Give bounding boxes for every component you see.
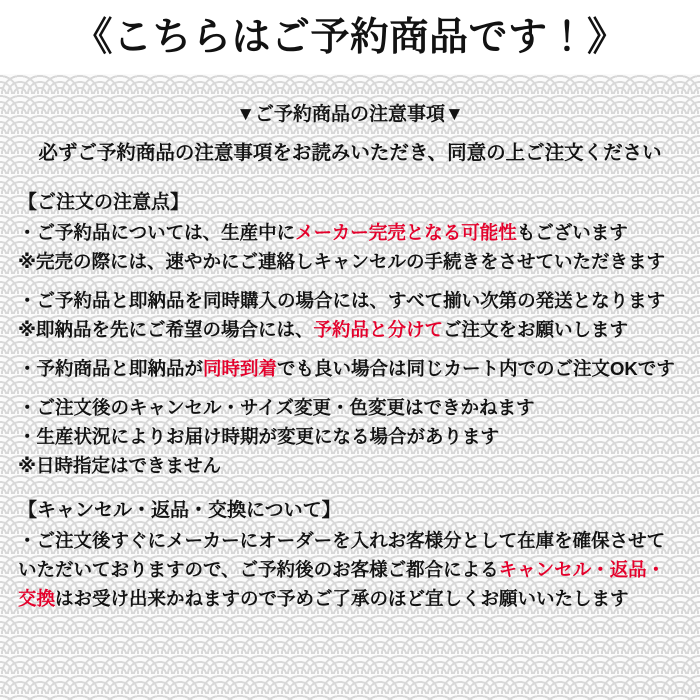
note-text: はお受け出来かねますので予めご了承のほど宜しくお願いいたします <box>55 588 629 609</box>
header-banner <box>0 0 700 74</box>
spacer <box>18 480 682 496</box>
note-text: もございます <box>516 222 628 243</box>
order-note-item <box>18 218 682 247</box>
order-note-item <box>18 286 682 315</box>
order-note-item <box>18 315 682 344</box>
order-note-item <box>18 451 682 480</box>
note-text: ・予約商品と即納品が <box>18 358 204 379</box>
order-note-item <box>18 354 682 383</box>
order-note-item <box>18 393 682 422</box>
note-text: ※日時指定はできません <box>18 455 221 476</box>
note-text: ・ご注文後のキャンセル・サイズ変更・色変更はできかねます <box>18 397 535 418</box>
order-note-item <box>18 247 682 276</box>
note-text: ・生産状況によりお届け時期が変更になる場合があります <box>18 426 500 447</box>
highlighted-text: メーカー完売となる可能性 <box>295 222 517 243</box>
spacer <box>18 168 682 188</box>
spacer <box>18 92 682 102</box>
notice-subheading: 必ずご予約商品の注意事項をお読みいただき、同意の上ご注文ください <box>38 142 662 164</box>
highlighted-text: キャンセル・返品・交換 <box>18 559 666 609</box>
highlighted-text: 同時到着 <box>203 358 278 379</box>
note-text: ※即納品を先にご希望の場合には、 <box>18 319 314 340</box>
notice-heading: ▼ご予約商品の注意事項▼ <box>236 104 464 125</box>
order-notes-title: 【ご注文の注意点】 <box>18 192 190 213</box>
cancel-notes-title: 【キャンセル・返品・交換について】 <box>18 500 341 521</box>
note-text: でも良い場合は同じカート内でのご注文OKです <box>277 358 675 379</box>
order-notes-list <box>18 218 682 480</box>
note-text: ・ご予約品については、生産中に <box>18 222 296 243</box>
spacer <box>18 128 682 138</box>
note-text: ご注文をお願いします <box>443 319 629 340</box>
notice-content <box>0 74 700 700</box>
spacer <box>18 344 682 354</box>
spacer <box>18 276 682 286</box>
note-text: ・ご注文後すぐにメーカーにオーダーを入れお客様分として在庫を確保させていただいておりますので、ご予約後のお客様ご都合による <box>18 530 666 580</box>
order-note-item <box>18 422 682 451</box>
note-text: ・ご予約品と即納品を同時購入の場合には、すべて揃い次第の発送となります <box>18 290 666 311</box>
spacer <box>18 383 682 393</box>
page-title: 《こちらはご予約商品です！》 <box>73 15 627 59</box>
highlighted-text: 予約品と分けて <box>313 319 444 340</box>
cancel-notes-paragraph <box>18 526 682 613</box>
note-text: ※完売の際には、速やかにご連絡しキャンセルの手続きをさせていただきます <box>18 251 665 272</box>
